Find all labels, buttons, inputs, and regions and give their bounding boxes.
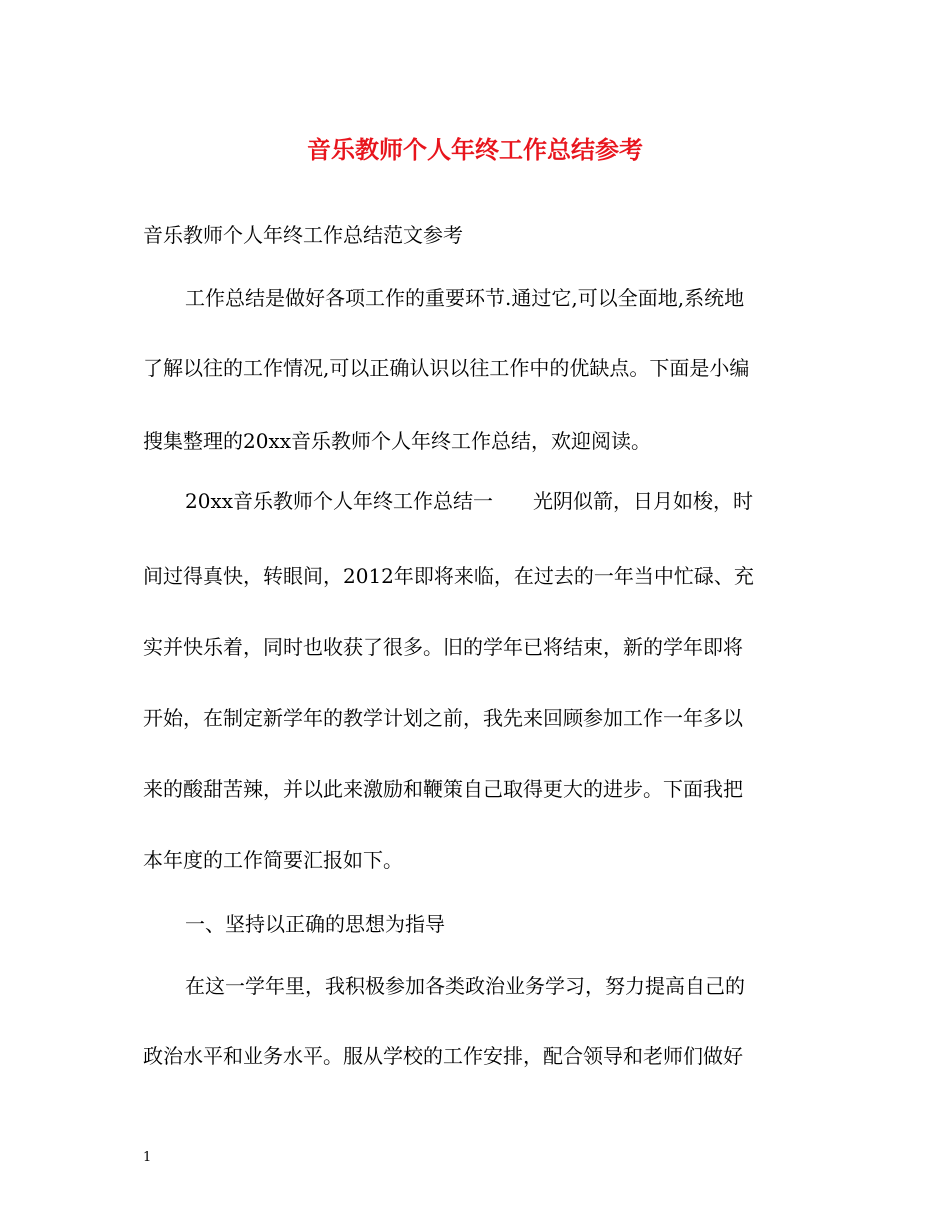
paragraph-line: 开始，在制定新学年的教学计划之前，我先来回顾参加工作一年多以 xyxy=(143,706,743,730)
subtitle-line: 音乐教师个人年终工作总结范文参考 xyxy=(143,223,463,247)
paragraph-line: 来的酸甜苦辣，并以此来激励和鞭策自己取得更大的进步。下面我把 xyxy=(143,777,743,801)
paragraph-line: 政治水平和业务水平。服从学校的工作安排，配合领导和老师们做好 xyxy=(143,1044,743,1068)
paragraph-line: 搜集整理的20xx音乐教师个人年终工作总结，欢迎阅读。 xyxy=(143,429,652,453)
paragraph-line: 工作总结是做好各项工作的重要环节.通过它,可以全面地,系统地 xyxy=(185,286,745,310)
section-heading: 一、坚持以正确的思想为指导 xyxy=(185,912,445,936)
paragraph-line: 在这一学年里，我积极参加各类政治业务学习，努力提高自己的 xyxy=(185,974,745,998)
paragraph-line: 了解以往的工作情况,可以正确认识以往工作中的优缺点。下面是小编 xyxy=(143,356,750,380)
page-number: 1 xyxy=(143,1150,152,1165)
paragraph-line: 20xx音乐教师个人年终工作总结一 光阴似箭，日月如梭，时 xyxy=(185,489,754,513)
paragraph-line: 实并快乐着，同时也收获了很多。旧的学年已将结束，新的学年即将 xyxy=(143,635,743,659)
paragraph-line: 间过得真快，转眼间，2012年即将来临，在过去的一年当中忙碌、充 xyxy=(143,564,754,588)
document-title: 音乐教师个人年终工作总结参考 xyxy=(307,135,643,164)
paragraph-line: 本年度的工作简要汇报如下。 xyxy=(143,848,403,872)
